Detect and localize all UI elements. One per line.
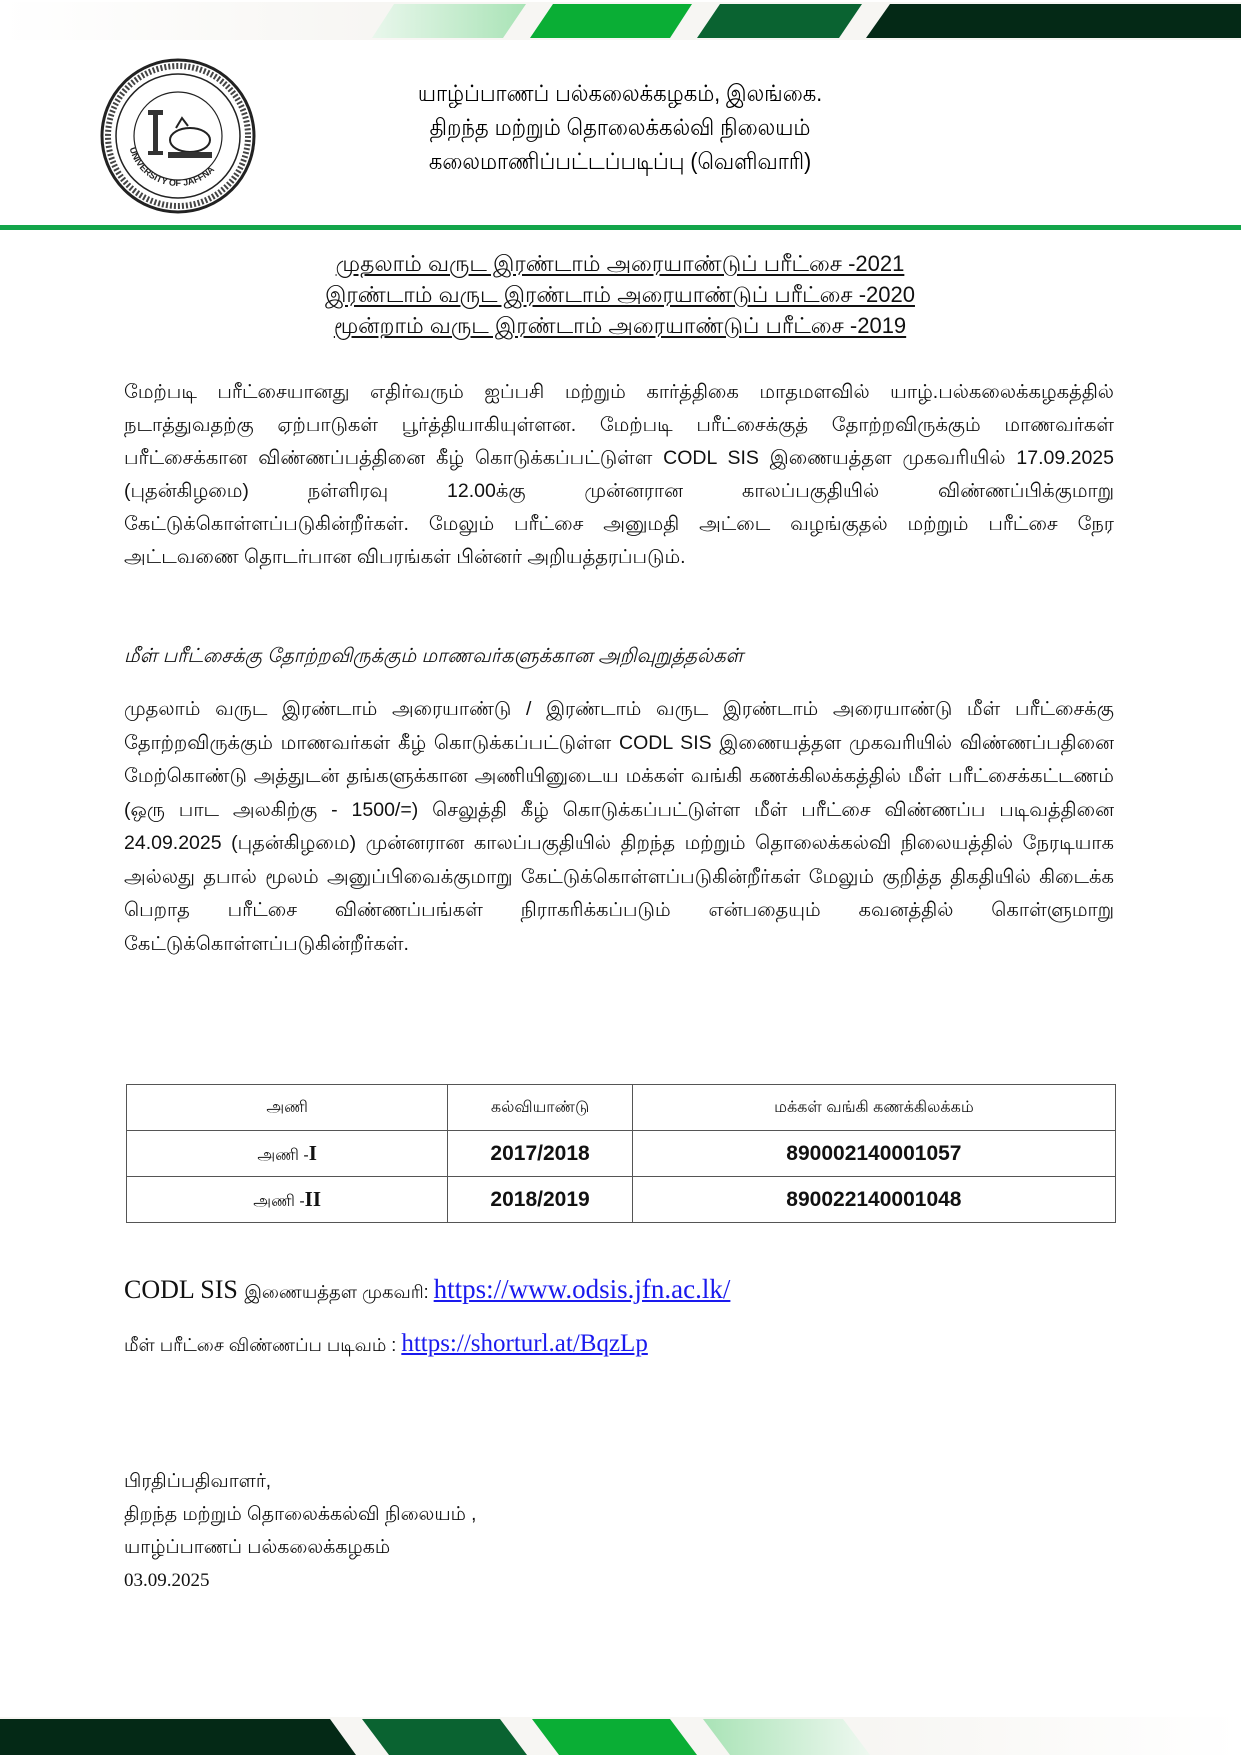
application-form-link[interactable]: https://shorturl.at/BqzLp	[401, 1330, 648, 1357]
university-seal	[98, 56, 258, 216]
table-header-row	[127, 1085, 1116, 1131]
signature-block	[124, 1465, 476, 1597]
band-shape-dark	[362, 1719, 527, 1755]
form-label: மீள் பரீட்சை விண்ணப்ப படிவம் :	[124, 1335, 402, 1355]
header-decorative-band	[0, 2, 1241, 40]
batch-numeral: I	[308, 1141, 317, 1165]
exam-announcement-paragraph: மேற்படி பரீட்சையானது எதிர்வரும் ஐப்பசி மற்றும் கார்த்திகை மாதமளவில் யாழ்.பல்கலைக்கழகத்தில் நடாத்துவதற்கு ஏற்பாடுகள் பூர்த்தியாகியுள்ளன. மேற்படி பரீட்சைக்குத் தோற்றவிருக்கும் மாணவர்கள் பரீட்சைக்கான விண்ணப்பத்தினை கீழ் கொடுக்கப்பட்டுள்ள CODL SIS இணையத்தள முகவரியில் 17.09.2025 (புதன்கிழமை) நள்ளிரவு 12.00க்கு முன்னரான காலப்பகுதியில் விண்ணப்பிக்குமாறு கேட்டுக்கொள்ளப்படுகின்றீர்கள். மேலும் பரீட்சை அனுமதி அட்டை வழங்குதல் மற்றும் பரீட்சை நேர அட்டவணை தொடர்பான விபரங்கள் பின்னர் அறியத்தரப்படும்.	[124, 381, 1114, 568]
band-shape-darkest	[0, 1719, 356, 1755]
band-shape-dark	[697, 4, 862, 38]
batch-label: அணி -	[253, 1193, 305, 1210]
sis-website-link[interactable]: https://www.odsis.jfn.ac.lk/	[433, 1274, 731, 1304]
signatory-title: பிரதிப்பதிவாளர்,	[124, 1471, 272, 1492]
institution-header	[290, 76, 950, 178]
academic-year-cell: 2018/2019	[448, 1177, 632, 1223]
band-shape-mid	[530, 4, 692, 38]
batch-numeral: II	[304, 1187, 322, 1211]
exam-title: மூன்றாம் வருட இரண்டாம் அரையாண்டுப் பரீட்சை -2019	[333, 313, 907, 338]
column-header-academic-year: கல்வியாண்டு	[448, 1085, 632, 1131]
header-band-shapes	[0, 2, 1241, 40]
institution-line: கலைமாணிப்பட்டப்படிப்பு (வெளிவாரி)	[428, 148, 812, 174]
form-link-line	[124, 1330, 648, 1358]
signatory-university: யாழ்ப்பாணப் பல்கலைக்கழகம்	[124, 1537, 391, 1558]
band-shape-light	[703, 1719, 870, 1755]
batch-label: அணி -	[257, 1147, 309, 1164]
sis-prefix: CODL SIS	[124, 1275, 245, 1304]
band-shape-light	[372, 4, 526, 38]
sis-label: இணையத்தள முகவரி:	[244, 1282, 434, 1302]
seal-emblem-icon	[98, 56, 258, 216]
batch-cell	[127, 1177, 448, 1223]
column-header-account-number: மக்கள் வங்கி கணக்கிலக்கம்	[632, 1085, 1115, 1131]
exam-title: முதலாம் வருட இரண்டாம் அரையாண்டுப் பரீட்சை -2021	[335, 251, 905, 276]
batch-cell	[127, 1131, 448, 1177]
document-date: 03.09.2025	[124, 1570, 210, 1591]
institution-line: திறந்த மற்றும் தொலைக்கல்வி நிலையம்	[429, 114, 811, 140]
exam-title: இரண்டாம் வருட இரண்டாம் அரையாண்டுப் பரீட்சை -2020	[325, 282, 915, 307]
table-row	[127, 1131, 1116, 1177]
svg-text:UNIVERSITY OF JAFFNA: UNIVERSITY OF JAFFNA	[127, 145, 217, 189]
sis-link-line	[124, 1274, 730, 1305]
column-header-batch: அணி	[127, 1085, 448, 1131]
band-shape-darkest	[866, 4, 1241, 38]
exam-titles	[200, 248, 1040, 341]
repeat-exam-instructions-heading: மீள் பரீட்சைக்கு தோற்றவிருக்கும் மாணவர்களுக்கான அறிவுறுத்தல்கள்	[124, 645, 744, 667]
repeat-exam-instructions-paragraph: முதலாம் வருட இரண்டாம் அரையாண்டு / இரண்டாம் வருட இரண்டாம் அரையாண்டு மீள் பரீட்சைக்கு தோற்றவிருக்கும் மாணவர்கள் கீழ் கொடுக்கப்பட்டுள்ள CODL SIS இணையத்தள முகவரியில் விண்ணப்பதினை மேற்கொண்டு அத்துடன் தங்களுக்கான அணியினுடைய மக்கள் வங்கி கணக்கிலக்கத்தில் மீள் பரீட்சைக்கட்டணம் (ஒரு பாட அலகிற்கு - 1500/=) செலுத்தி கீழ் கொடுக்கப்பட்டுள்ள மீள் பரீட்சை விண்ணப்ப படிவத்தினை 24.09.2025 (புதன்கிழமை) முன்னரான காலப்பகுதியில் திறந்த மற்றும் தொலைக்கல்வி நிலையத்தில் நேரடியாக அல்லது தபால் மூலம் அனுப்பிவைக்குமாறு கேட்டுக்கொள்ளப்படுகின்றீர்கள் மேலும் குறித்த திகதியில் கிடைக்க பெறாத பரீட்சை விண்ணப்பங்கள் நிராகரிக்கப்படும் என்பதையும் கவனத்தில் கொள்ளுமாறு கேட்டுக்கொள்ளப்படுகின்றீர்கள்.	[124, 698, 1114, 955]
signatory-unit: திறந்த மற்றும் தொலைக்கல்வி நிலையம் ,	[124, 1504, 477, 1525]
bank-account-table	[126, 1084, 1116, 1223]
account-number-cell: 890022140001048	[632, 1177, 1115, 1223]
account-number-cell: 890002140001057	[632, 1131, 1115, 1177]
institution-line: யாழ்ப்பாணப் பல்கலைக்கழகம், இலங்கை.	[417, 80, 823, 106]
footer-band-shapes	[0, 1717, 1241, 1755]
footer-decorative-band	[0, 1717, 1241, 1755]
band-shape-mid	[532, 1719, 697, 1755]
academic-year-cell: 2017/2018	[448, 1131, 632, 1177]
header-divider	[0, 225, 1241, 230]
table-row	[127, 1177, 1116, 1223]
